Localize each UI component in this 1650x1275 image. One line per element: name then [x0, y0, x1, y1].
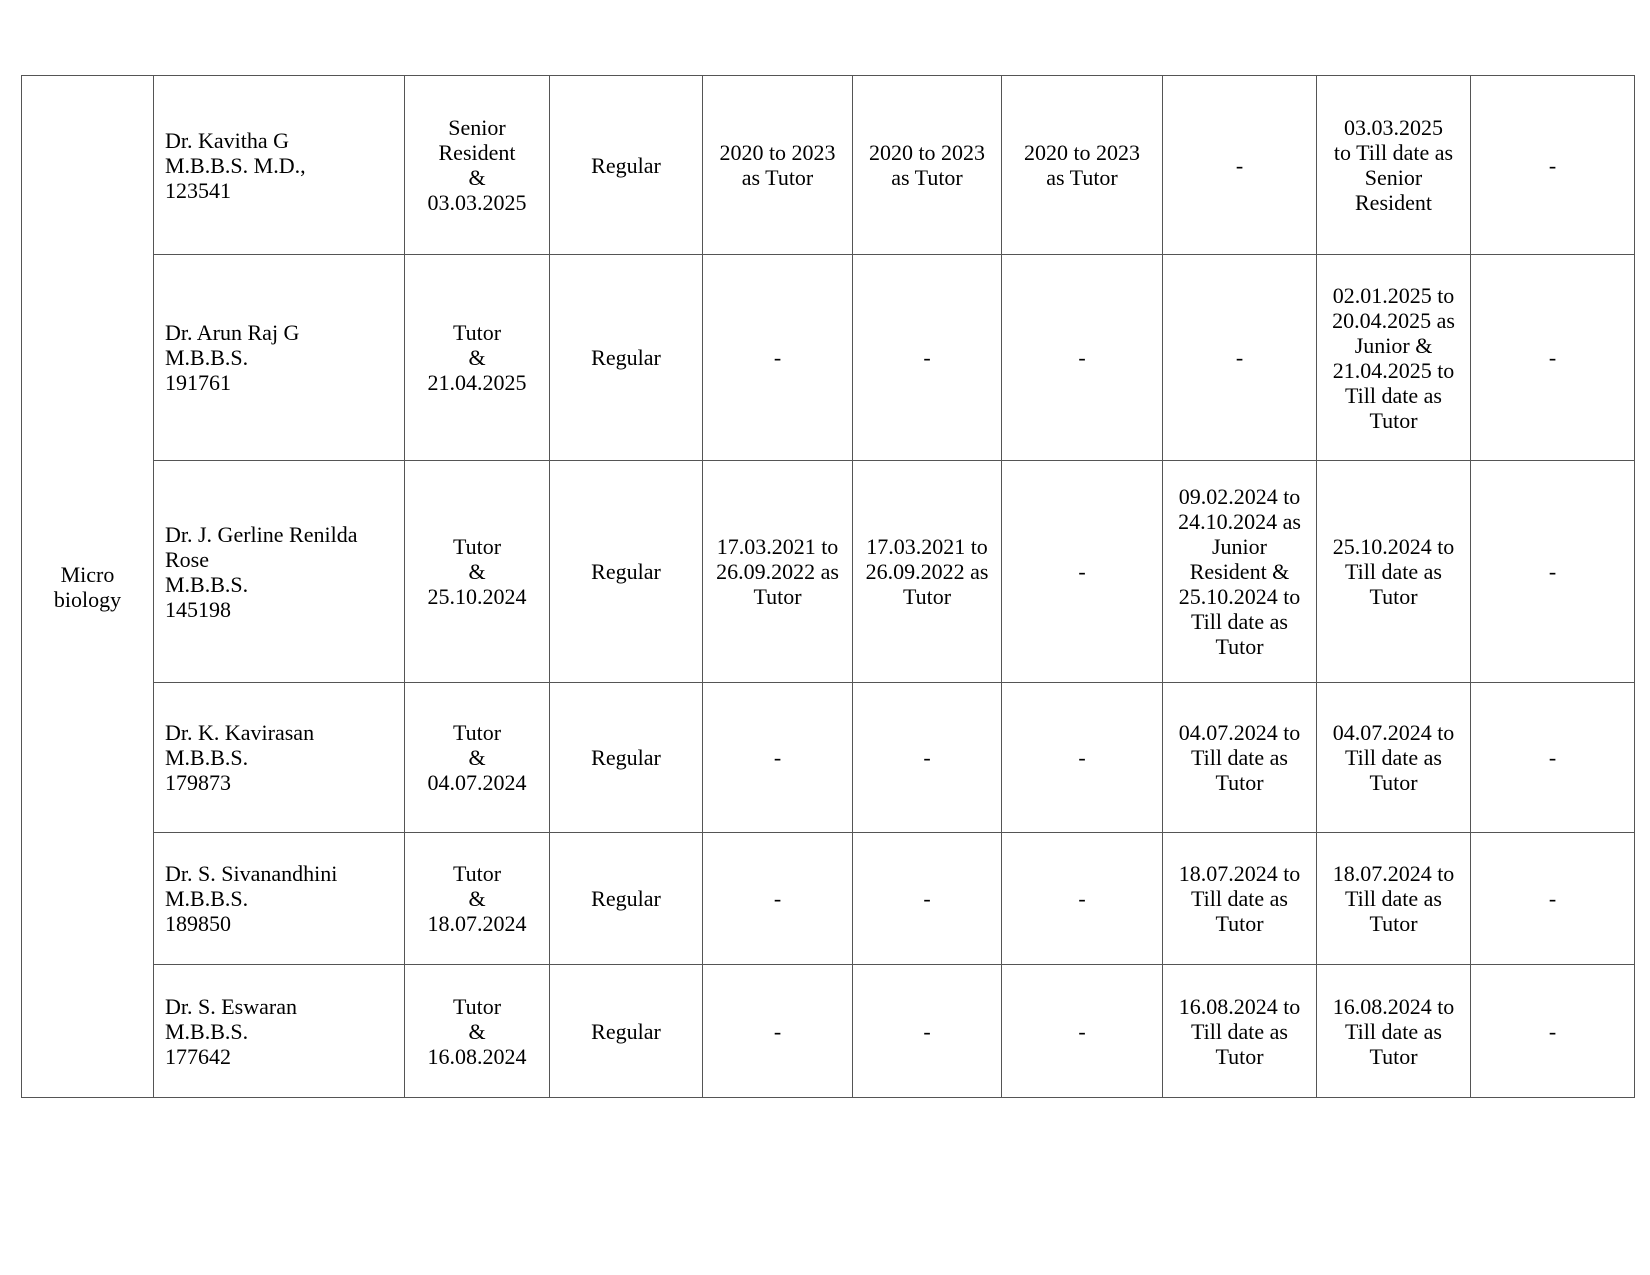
- cell-text: 24.10.2024 as: [1178, 509, 1301, 534]
- cell-text: 25.10.2024: [427, 584, 527, 609]
- cell-text: 21.04.2025 to: [1332, 357, 1455, 383]
- table-body: [22, 76, 1635, 1098]
- cell-text: &: [468, 886, 486, 911]
- cell-text: M.B.B.S.: [165, 886, 249, 911]
- cell-text: -: [1548, 745, 1557, 770]
- cell-text: -: [923, 886, 931, 911]
- cell-text: Tutor: [452, 720, 502, 745]
- cell-text: as Tutor: [891, 165, 963, 190]
- cell-text: Till date as: [1345, 559, 1442, 584]
- cell-text: Regular: [591, 345, 661, 370]
- cell-text: Tutor: [1369, 911, 1418, 936]
- cell-text: -: [1548, 559, 1557, 584]
- cell-text: M.B.B.S. M.D.,: [165, 152, 306, 178]
- cell-text: 20.04.2025 as: [1332, 307, 1455, 333]
- remarks-cell: [1471, 683, 1635, 833]
- experience-cell: [703, 683, 853, 833]
- cell-text: Regular: [591, 1018, 661, 1044]
- faculty-name-cell: [154, 965, 405, 1098]
- experience-cell: [1317, 461, 1471, 683]
- cell-text: Dr. S. Sivanandhini: [165, 861, 338, 886]
- cell-text: 02.01.2025 to: [1332, 282, 1455, 308]
- remarks-cell: [1471, 965, 1635, 1098]
- designation-cell: [405, 683, 550, 833]
- cell-text: -: [1548, 152, 1557, 178]
- remarks-cell: [1471, 461, 1635, 683]
- designation-cell: [405, 965, 550, 1098]
- cell-text: 16.08.2024: [427, 1043, 527, 1069]
- cell-text: 04.07.2024: [427, 770, 527, 795]
- cell-text: -: [1078, 345, 1086, 370]
- cell-text: M.B.B.S.: [165, 1018, 249, 1044]
- department-line: Micro: [60, 561, 115, 587]
- designation-cell: [405, 255, 550, 461]
- designation-cell: [405, 833, 550, 965]
- remarks-cell: [1471, 833, 1635, 965]
- cell-text: Till date as: [1191, 745, 1288, 770]
- experience-cell: [703, 833, 853, 965]
- experience-cell: [1163, 461, 1317, 683]
- cell-text: Dr. S. Eswaran: [165, 993, 297, 1019]
- remarks-cell: [1471, 76, 1635, 255]
- cell-text: -: [1078, 1018, 1086, 1044]
- cell-text: 191761: [165, 370, 231, 395]
- cell-text: -: [1548, 345, 1557, 370]
- cell-text: Resident &: [1189, 559, 1290, 584]
- cell-text: Regular: [591, 745, 661, 770]
- experience-cell: [1317, 965, 1471, 1098]
- cell-text: Regular: [591, 886, 661, 911]
- remarks-cell: [1471, 255, 1635, 461]
- nature-of-appointment-cell: [550, 965, 703, 1098]
- experience-cell: [1317, 833, 1471, 965]
- experience-cell: [853, 683, 1002, 833]
- cell-text: Tutor: [452, 993, 502, 1019]
- cell-text: 18.07.2024 to: [1332, 861, 1455, 886]
- table-row: [22, 833, 1635, 965]
- experience-cell: [1163, 76, 1317, 255]
- cell-text: 2020 to 2023: [1023, 140, 1141, 165]
- cell-text: 16.08.2024 to: [1332, 993, 1455, 1019]
- experience-cell: [1317, 255, 1471, 461]
- cell-text: 189850: [165, 911, 231, 936]
- experience-cell: [853, 76, 1002, 255]
- nature-of-appointment-cell: [550, 255, 703, 461]
- cell-text: Resident: [438, 140, 516, 165]
- cell-text: 26.09.2022 as: [865, 559, 989, 584]
- cell-text: Resident: [1355, 190, 1432, 215]
- cell-text: -: [773, 886, 782, 911]
- cell-text: 123541: [165, 177, 231, 203]
- experience-cell: [853, 461, 1002, 683]
- cell-text: 179873: [165, 770, 231, 795]
- cell-text: Senior: [1364, 165, 1423, 190]
- cell-text: Till date as: [1191, 886, 1288, 911]
- experience-cell: [1163, 683, 1317, 833]
- cell-text: as Tutor: [1046, 165, 1118, 190]
- cell-text: -: [923, 345, 931, 370]
- cell-text: Till date as: [1345, 382, 1442, 408]
- table-row: [22, 965, 1635, 1098]
- cell-text: 145198: [165, 596, 231, 622]
- experience-cell: [853, 255, 1002, 461]
- cell-text: Tutor: [902, 584, 952, 609]
- cell-text: Dr. J. Gerline Renilda: [165, 521, 358, 547]
- experience-cell: [1002, 683, 1163, 833]
- table-row: [22, 683, 1635, 833]
- experience-cell: [1002, 76, 1163, 255]
- nature-of-appointment-cell: [550, 76, 703, 255]
- cell-text: Tutor: [753, 584, 802, 609]
- cell-text: 09.02.2024 to: [1178, 484, 1301, 509]
- experience-cell: [1163, 255, 1317, 461]
- cell-text: Till date as: [1191, 1018, 1288, 1044]
- experience-cell: [1163, 965, 1317, 1098]
- cell-text: Till date as: [1191, 609, 1288, 634]
- cell-text: -: [773, 745, 782, 770]
- cell-text: Tutor: [1215, 634, 1264, 659]
- cell-text: -: [923, 745, 931, 770]
- nature-of-appointment-cell: [550, 683, 703, 833]
- nature-of-appointment-cell: [550, 461, 703, 683]
- cell-text: Tutor: [452, 320, 502, 345]
- cell-text: -: [1235, 152, 1244, 178]
- experience-cell: [1002, 833, 1163, 965]
- cell-text: Dr. Kavitha G: [165, 127, 290, 153]
- cell-text: -: [1078, 886, 1086, 911]
- cell-text: 25.10.2024 to: [1332, 534, 1455, 559]
- cell-text: Rose: [165, 546, 209, 572]
- cell-text: -: [773, 1018, 782, 1044]
- cell-text: Till date as: [1345, 745, 1442, 770]
- faculty-name-cell: [154, 255, 405, 461]
- cell-text: 17.03.2021 to: [716, 534, 839, 559]
- cell-text: 25.10.2024 to: [1178, 584, 1301, 609]
- cell-text: 26.09.2022 as: [716, 559, 839, 584]
- department-line: biology: [53, 586, 122, 612]
- cell-text: Tutor: [452, 861, 502, 886]
- table-row: [22, 76, 1635, 255]
- cell-text: 2020 to 2023: [719, 140, 836, 165]
- cell-text: 03.03.2025: [1344, 115, 1443, 140]
- experience-cell: [853, 965, 1002, 1098]
- cell-text: M.B.B.S.: [165, 571, 249, 597]
- cell-text: M.B.B.S.: [165, 745, 249, 770]
- faculty-table: [21, 75, 1635, 1098]
- cell-text: Till date as: [1345, 1018, 1442, 1044]
- cell-text: M.B.B.S.: [165, 345, 249, 370]
- cell-text: -: [1235, 345, 1244, 370]
- faculty-name-cell: [154, 76, 405, 255]
- cell-text: Junior: [1212, 534, 1267, 559]
- cell-text: 16.08.2024 to: [1178, 993, 1301, 1019]
- cell-text: 04.07.2024 to: [1332, 720, 1455, 745]
- cell-text: Dr. K. Kavirasan: [165, 720, 315, 745]
- experience-cell: [1317, 76, 1471, 255]
- cell-text: Tutor: [1215, 911, 1264, 936]
- cell-text: as Tutor: [741, 165, 814, 190]
- experience-cell: [703, 255, 853, 461]
- cell-text: -: [1548, 1018, 1557, 1044]
- cell-text: Senior: [448, 115, 506, 140]
- experience-cell: [853, 833, 1002, 965]
- cell-text: 177642: [165, 1043, 231, 1069]
- cell-text: Regular: [591, 559, 661, 584]
- faculty-name-cell: [154, 833, 405, 965]
- cell-text: Tutor: [1369, 1043, 1418, 1069]
- designation-cell: [405, 76, 550, 255]
- faculty-name-cell: [154, 461, 405, 683]
- cell-text: -: [1078, 745, 1086, 770]
- cell-text: &: [468, 1018, 486, 1044]
- cell-text: Tutor: [1215, 1043, 1264, 1069]
- cell-text: to Till date as: [1333, 140, 1454, 165]
- experience-cell: [703, 76, 853, 255]
- cell-text: 18.07.2024: [427, 911, 527, 936]
- experience-cell: [1163, 833, 1317, 965]
- experience-cell: [1002, 965, 1163, 1098]
- cell-text: Tutor: [1369, 770, 1418, 795]
- cell-text: Tutor: [1369, 407, 1418, 433]
- experience-cell: [1002, 461, 1163, 683]
- experience-cell: [703, 965, 853, 1098]
- table-row: [22, 461, 1635, 683]
- cell-text: -: [1078, 559, 1086, 584]
- cell-text: -: [923, 1018, 931, 1044]
- cell-text: Tutor: [1369, 584, 1418, 609]
- cell-text: -: [773, 345, 782, 370]
- cell-text: Dr. Arun Raj G: [165, 320, 300, 345]
- experience-cell: [1002, 255, 1163, 461]
- faculty-name-cell: [154, 683, 405, 833]
- cell-text: 21.04.2025: [427, 370, 527, 395]
- cell-text: &: [468, 165, 486, 190]
- cell-text: -: [1548, 886, 1557, 911]
- designation-cell: [405, 461, 550, 683]
- cell-text: &: [468, 559, 486, 584]
- cell-text: Junior &: [1354, 332, 1433, 358]
- cell-text: 04.07.2024 to: [1178, 720, 1301, 745]
- cell-text: 2020 to 2023: [868, 140, 986, 165]
- cell-text: Tutor: [1215, 770, 1264, 795]
- cell-text: Tutor: [452, 534, 502, 559]
- cell-text: Till date as: [1345, 886, 1442, 911]
- experience-cell: [703, 461, 853, 683]
- cell-text: 17.03.2021 to: [866, 534, 988, 559]
- department-cell: [22, 76, 154, 1098]
- cell-text: 03.03.2025: [427, 190, 527, 215]
- cell-text: &: [468, 345, 486, 370]
- nature-of-appointment-cell: [550, 833, 703, 965]
- experience-cell: [1317, 683, 1471, 833]
- cell-text: Regular: [591, 152, 661, 178]
- table-row: [22, 255, 1635, 461]
- cell-text: 18.07.2024 to: [1178, 861, 1301, 886]
- cell-text: &: [468, 745, 486, 770]
